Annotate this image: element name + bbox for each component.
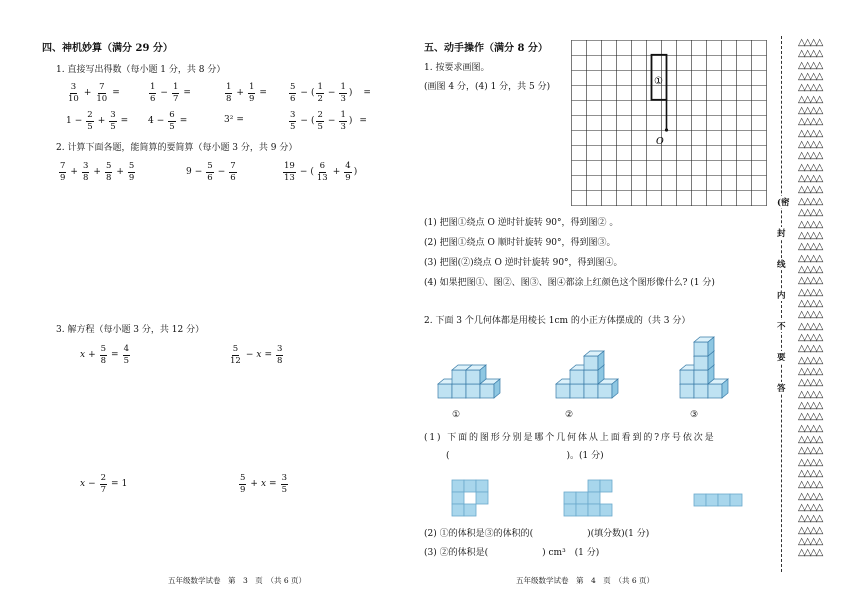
left-page-footer: 五年级数学试卷 第 3 页 （共 6 页）: [168, 576, 307, 585]
point-o-label: O: [656, 136, 664, 147]
section4-title: 四、神机妙算（满分 29 分）: [42, 43, 173, 54]
expr-1-2: $\frac{1}{6}$ − $\frac{1}{7}$ =: [150, 82, 191, 104]
r-sub1: (1) 把图①绕点 O 逆时针旋转 90°，得到图② 。: [424, 218, 619, 228]
r-q2-sub2: (2) ①的体积是③的体积的( )(填分数)(1 分): [424, 529, 650, 539]
equation-1: x + $\frac{5}{8}$ = $\frac{4}{5}$: [80, 344, 130, 366]
solid-3: [680, 337, 728, 398]
expr-1-4: $\frac{5}{6}$ − ( $\frac{1}{2}$ − $\frac{1}{3}$ ) =: [290, 82, 371, 104]
expr-2-2: 4 − $\frac{6}{5}$ =: [148, 110, 188, 132]
q2-title: 2. 计算下面各题，能简算的要简算（每小题 3 分，共 9 分）: [56, 143, 298, 153]
section5-title: 五、动手操作（满分 8 分）: [424, 43, 548, 54]
r-q2-sub1-a: (1) 下面的图形分别是哪个几何体从上面看到的?序号依次是: [424, 433, 716, 443]
solids-figure: [430, 336, 760, 404]
q1-title: 1. 直接写出得数（每小题 1 分，共 8 分）: [56, 65, 226, 75]
seal-dashed-line: [781, 36, 782, 572]
equation-3: x − $\frac{2}{7}$ = 1: [80, 473, 128, 495]
expr-1-3: $\frac{1}{8}$ + $\frac{1}{9}$ =: [226, 82, 267, 104]
expr-2-3: 3² =: [224, 115, 244, 125]
r-q1-score: (画图 4 分，(4) 1 分，共 5 分): [424, 82, 551, 92]
solid-2: [556, 351, 618, 398]
q3-title: 3. 解方程（每小题 3 分，共 12 分）: [56, 325, 205, 335]
solid-1: [438, 365, 500, 398]
seal-char: (密: [777, 198, 790, 208]
expr-3-2: 9 − $\frac{5}{6}$ − $\frac{7}{6}$: [186, 161, 236, 183]
point-o-marker: [665, 128, 668, 131]
expr-1-1: $\frac{3}{10}$ + $\frac{7}{10}$ =: [68, 82, 120, 104]
r-q2-title: 2. 下面 3 个几何体都是用棱长 1cm 的小正方体摆成的（共 3 分）: [424, 316, 691, 326]
expr-3-1: $\frac{7}{9}$ + $\frac{3}{8}$ + $\frac{5}{8}$ + $\frac{5}{9}$: [60, 161, 135, 183]
top-views-figure: [448, 476, 748, 524]
r-sub3: (3) 把图(②)绕点 O 逆时针旋转 90°，得到图④。: [424, 258, 623, 268]
right-page-footer: 五年级数学试卷 第 4 页 （共 6 页）: [516, 576, 655, 585]
shape-one-label: ①: [654, 76, 663, 87]
solid-label-3: ③: [690, 410, 699, 420]
seal-char: 封: [777, 229, 786, 239]
r-q2-sub3: (3) ②的体积是( ) cm³ (1 分): [424, 548, 600, 558]
seal-char: 线: [777, 260, 786, 270]
seal-char: 不: [777, 322, 786, 332]
r-q1-title: 1. 按要求画图。: [424, 63, 490, 73]
seal-char: 要: [777, 353, 786, 363]
expr-2-1: 1 − $\frac{2}{5}$ + $\frac{3}{5}$ =: [66, 110, 129, 132]
expr-3-3: $\frac{19}{13}$ − ( $\frac{6}{13}$ + $\frac{4}{9}$ ): [284, 161, 358, 183]
expr-2-4: $\frac{3}{5}$ − ( $\frac{2}{5}$ − $\frac{1}{3}$ ) =: [290, 110, 367, 132]
r-sub2: (2) 把图①绕点 O 顺时针旋转 90°，得到图③。: [424, 238, 616, 248]
r-sub4: (4) 如果把图①、图②、图③、图④都涂上红颜色这个图形像什么? (1 分): [424, 278, 715, 288]
solid-label-1: ①: [452, 410, 461, 420]
solid-label-2: ②: [565, 410, 574, 420]
r-q2-sub1-b: ( )。(1 分): [446, 451, 604, 461]
equation-2: $\frac{5}{12}$ − x = $\frac{3}{8}$: [230, 344, 283, 366]
drawing-grid: [570, 40, 770, 212]
triangle-margin-pattern: △△△△ △△△△ △△△△ △△△△ △△△△ △△△△ △△△△ △△△△ △△△△ △△△△ △△△△ △△△△ △△△△ △△△△ △△△△ △△△△ △△△△ △△△△ △△△△ △△△△ △△△△ △△△△ △△△△ △△△△ △△△△ △△△△ △△△△ △△△△ △△△△ △△△△ △△△△ △△△△ △△△△ △△△△ △△△△ △△△△ △△△△ △△△△ △△△△ △△△△ △△△△ △△△△ △△△△ △△△△ △△△△ △△△△: [798, 37, 823, 559]
seal-char: 内: [777, 291, 786, 301]
equation-4: $\frac{5}{9}$ + x = $\frac{3}{5}$: [240, 473, 288, 495]
seal-char: 答: [777, 384, 786, 394]
